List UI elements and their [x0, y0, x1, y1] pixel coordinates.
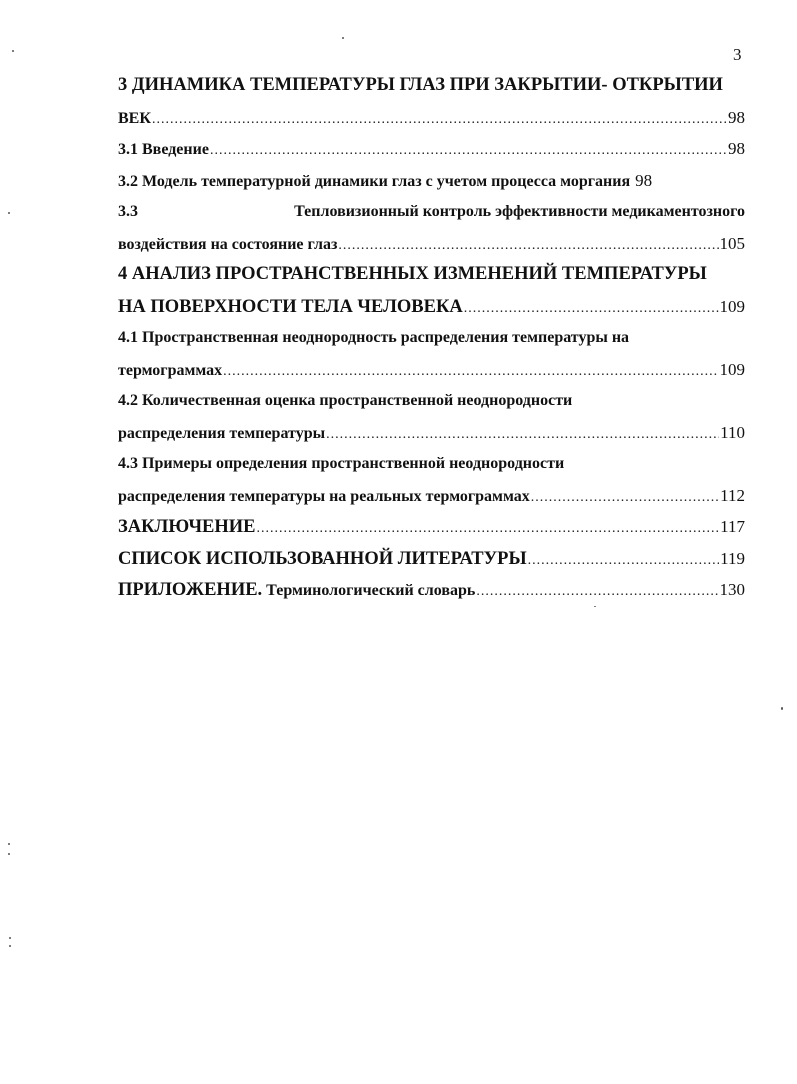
- toc-ch3-title: 3 ДИНАМИКА ТЕМПЕРАТУРЫ ГЛАЗ ПРИ ЗАКРЫТИИ- ОТКРЫТИИ: [118, 75, 723, 95]
- toc-entry-3-3-line1: [118, 196, 745, 228]
- toc-page-number: 105: [719, 233, 745, 253]
- toc-entry-3-2[interactable]: [118, 165, 745, 197]
- toc-ch4-entry[interactable]: [118, 291, 745, 323]
- page-number: 3: [733, 45, 742, 64]
- toc-label: 3.2 Модель температурной динамики глаз с учетом процесса моргания: [118, 172, 631, 190]
- toc-page-number: 98: [635, 170, 653, 190]
- toc-entry-conclusion[interactable]: [118, 511, 745, 543]
- scan-speck: [9, 937, 11, 939]
- dot-leader: [476, 576, 718, 608]
- scan-speck: [8, 853, 10, 855]
- toc-entry-appendix[interactable]: [118, 574, 745, 606]
- toc-label: 4.3 Примеры определения пространственной неоднородности: [118, 455, 565, 472]
- dot-leader: [257, 513, 720, 545]
- scan-speck: [8, 843, 10, 845]
- toc-page-number: 119: [720, 548, 745, 568]
- toc-label: Тепловизионный контроль эффективности медикаментозного: [294, 203, 745, 220]
- toc-ch3-title-line1: [118, 70, 745, 102]
- toc-appendix-heading: ПРИЛОЖЕНИЕ.: [118, 580, 263, 600]
- toc-ch4-title: 4 АНАЛИЗ ПРОСТРАНСТВЕННЫХ ИЗМЕНЕНИЙ ТЕМПЕРАТУРЫ: [118, 264, 707, 284]
- toc-section-number: 3.3: [118, 203, 138, 220]
- toc-entry-4-1-line1: [118, 322, 745, 354]
- dot-leader: [531, 482, 719, 514]
- toc-label-cont: распределения температуры: [118, 424, 326, 442]
- toc-page-number: 109: [719, 296, 745, 316]
- toc-entry-4-3-line1: [118, 448, 745, 480]
- toc-page-number: 112: [720, 485, 745, 505]
- dot-leader: [528, 545, 719, 577]
- toc-entry-4-2[interactable]: [118, 417, 745, 449]
- toc-label: 4.2 Количественная оценка пространственной неоднородности: [118, 392, 573, 409]
- dot-leader: [338, 230, 718, 262]
- scan-speck: [781, 707, 783, 710]
- scan-speck: [594, 606, 596, 607]
- toc-page-number: 98: [728, 107, 745, 127]
- toc-label: ЗАКЛЮЧЕНИЕ: [118, 517, 256, 537]
- toc-ch4-title-cont: НА ПОВЕРХНОСТИ ТЕЛА ЧЕЛОВЕКА: [118, 296, 463, 317]
- toc-page-number: 117: [720, 517, 745, 536]
- scan-speck: [342, 37, 344, 39]
- dot-leader: [152, 104, 727, 136]
- toc-entry-references[interactable]: [118, 543, 745, 575]
- dot-leader: [223, 356, 718, 388]
- scan-speck: [12, 50, 14, 52]
- scan-speck: [9, 945, 11, 947]
- toc-page-number: 109: [719, 359, 745, 379]
- dot-leader: [464, 293, 719, 325]
- toc-label-cont: термограммах: [118, 361, 223, 379]
- toc-label: [118, 575, 475, 607]
- toc-ch3-entry[interactable]: [118, 102, 745, 134]
- toc-label: СПИСОК ИСПОЛЬЗОВАННОЙ ЛИТЕРАТУРЫ: [118, 548, 527, 569]
- toc-entry-4-3[interactable]: [118, 480, 745, 512]
- dot-leader: [326, 419, 719, 451]
- table-of-contents: [118, 70, 745, 606]
- toc-page-number: 98: [728, 139, 745, 158]
- toc-entry-3-1[interactable]: [118, 133, 745, 165]
- toc-label: 3.1 Введение: [118, 141, 209, 158]
- toc-entry-4-1[interactable]: [118, 354, 745, 386]
- scan-speck: [8, 212, 10, 214]
- toc-entry-4-2-line1: [118, 385, 745, 417]
- toc-page-number: 110: [720, 422, 745, 442]
- toc-appendix-title: Терминологический словарь: [266, 582, 476, 599]
- toc-label-cont: воздействия на состояние глаз: [118, 235, 338, 253]
- toc-entry-3-3[interactable]: [118, 228, 745, 260]
- toc-label: 4.1 Пространственная неоднородность распределения температуры на: [118, 329, 630, 346]
- toc-ch4-title-line1: [118, 259, 745, 291]
- toc-ch3-title-cont: ВЕК: [118, 109, 151, 127]
- toc-page-number: 130: [719, 580, 745, 599]
- dot-leader: [210, 135, 727, 167]
- toc-label-cont: распределения температуры на реальных термограммах: [118, 487, 530, 505]
